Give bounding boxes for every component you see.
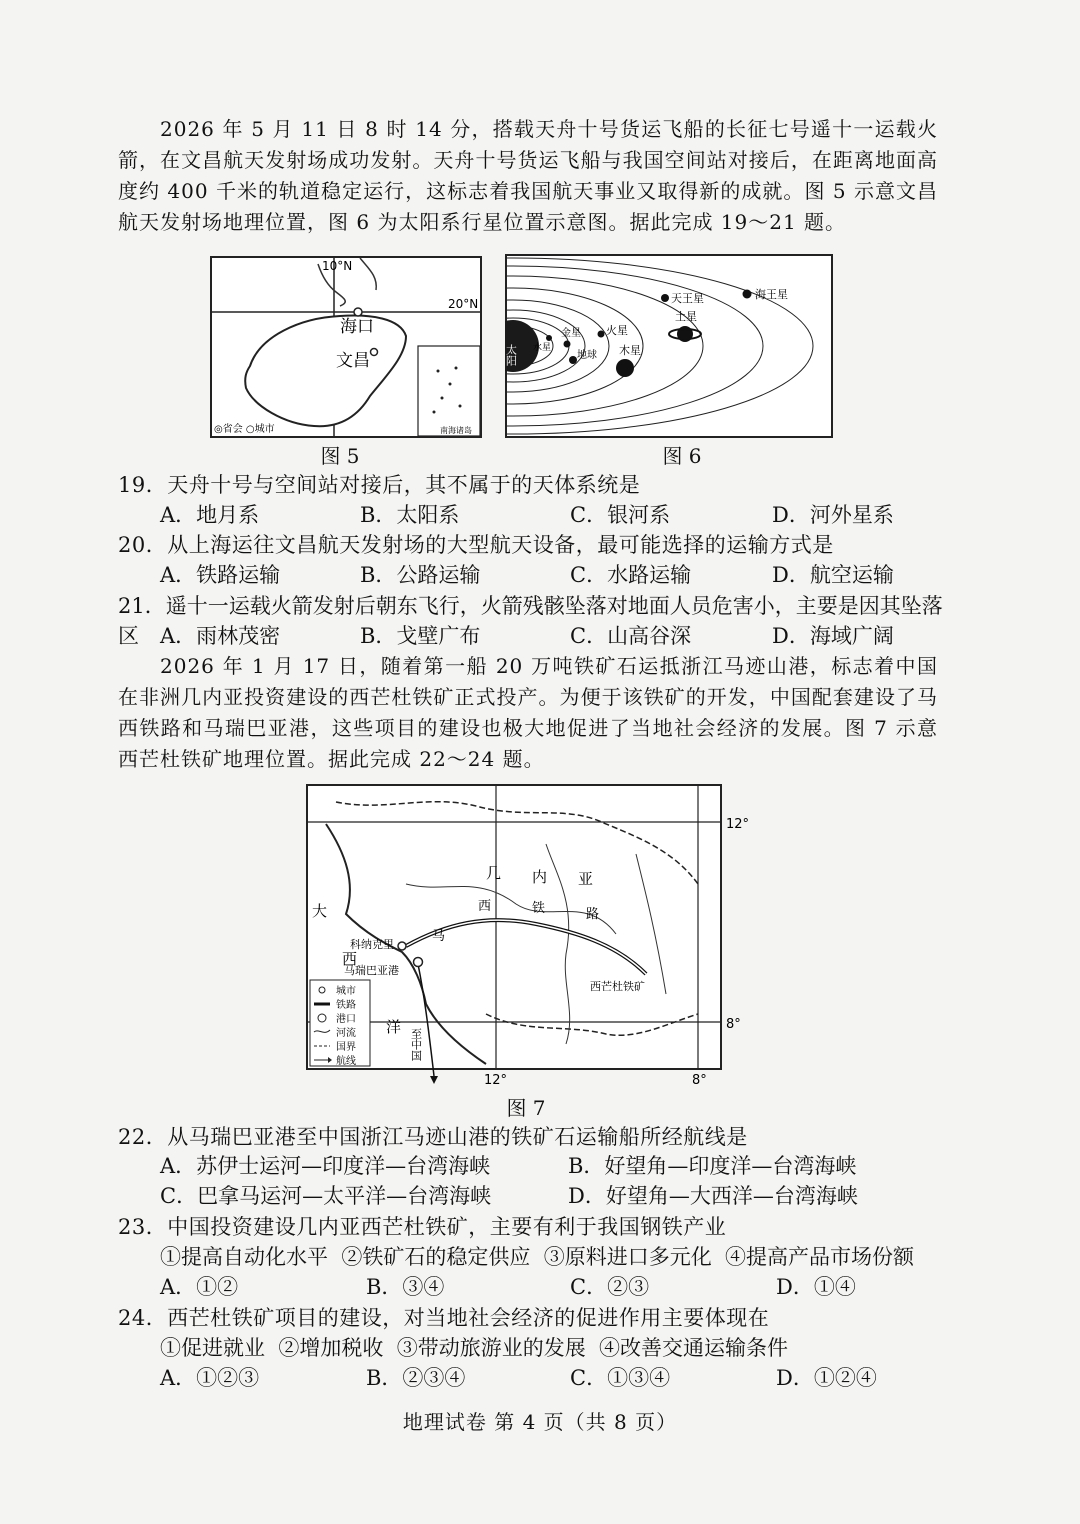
q23-option-c: C．②③ [570, 1275, 650, 1299]
q24-items-text: ①促进就业 ②增加税收 ③带动旅游业的发展 ④改善交通运输条件 [160, 1336, 789, 1360]
figure-6-caption: 图 6 [662, 444, 702, 468]
q19-option-a: A．地月系 [160, 503, 260, 527]
question-21-stem: 21．遥十一运载火箭发射后朝东飞行，火箭残骸坠落对地面人员危害小，主要是因其坠落区 [118, 594, 943, 648]
q19-option-c: C．银河系 [570, 503, 671, 527]
q24-option-d: D．①②④ [776, 1366, 877, 1390]
q20-option-a: A．铁路运输 [160, 563, 281, 587]
question-21-options [160, 621, 920, 651]
ocean-char-1: 大 [312, 902, 328, 920]
mine-label: 西芒杜铁矿 [590, 980, 645, 993]
legend-border: 国界 [336, 1042, 356, 1053]
country-char-2: 内 [532, 868, 548, 886]
page-footer: 地理试卷 第 4 页（共 8 页） [402, 1410, 678, 1434]
question-24-options [160, 1363, 920, 1393]
wenchang-label: 文昌 [336, 351, 370, 371]
q20-option-d: D．航空运输 [772, 563, 894, 587]
q24-option-c: C．①③④ [570, 1366, 671, 1390]
q21-option-d: D．海域广阔 [772, 624, 894, 648]
legend-route: 航线 [336, 1056, 356, 1067]
legend-river: 河流 [336, 1028, 356, 1039]
earth-label: 地球 [577, 350, 597, 361]
q21-option-c: C．山高谷深 [570, 624, 692, 648]
lat-20-label: 20°N [448, 297, 479, 311]
fig5-legend: ◎省会 ○城市 [214, 424, 275, 435]
q23-items-text: ①提高自动化水平 ②铁矿石的稳定供应 ③原料进口多元化 ④提高产品市场份额 [160, 1245, 915, 1269]
uranus-label: 天王星 [671, 292, 704, 305]
wenchang-marker [371, 349, 378, 356]
figure-5-caption: 图 5 [320, 444, 360, 468]
venus-label: 金星 [561, 328, 581, 339]
question-19-options [160, 500, 920, 530]
question-20-options [160, 560, 920, 590]
question-22-options-row1 [160, 1151, 920, 1181]
ocean-char-3: 洋 [386, 1018, 402, 1036]
saturn-label: 土星 [675, 310, 697, 323]
neptune-dot [743, 290, 752, 299]
port-label: 马瑞巴亚港 [344, 964, 399, 977]
q24-option-b: B．②③④ [366, 1366, 466, 1390]
fig7-legend [310, 980, 370, 1067]
figure-7-caption: 图 7 [506, 1096, 546, 1120]
figure-6-solar-system [505, 254, 833, 438]
ocean-char-2: 西 [342, 950, 358, 968]
mars-dot [598, 331, 605, 338]
legend-port: 港口 [336, 1014, 356, 1025]
lat-8-label: 8° [726, 1017, 741, 1032]
intro-paragraph-1: 2026 年 5 月 11 日 8 时 14 分，搭载天舟十号货运飞船的长征七号遥十一运载火箭，在文昌航天发射场成功发射。天舟十号货运飞船与我国空间站对接后，在距离地面高度约 400 千米的轨道稳定运行，这标志着我国航天事业又取得新的成就。图 5 示意文昌航天发射场地理位置，图 6 为太阳系行星位置示意图。据此完成 19～21 题。 [118, 117, 938, 234]
q22-option-b: B．好望角—印度洋—台湾海峡 [568, 1154, 857, 1178]
question-20-stem: 20．从上海运往文昌航天发射场的大型航天设备，最可能选择的运输方式是 [118, 533, 834, 557]
intro-paragraph-2: 2026 年 1 月 17 日，随着第一船 20 万吨铁矿石运抵浙江马迹山港，标志着中国在非洲几内亚投资建设的西芒杜铁矿正式投产。为便于该铁矿的开发，中国配套建设了马西铁路和马瑞巴亚港，这些项目的建设也极大地促进了当地社会经济的发展。图 7 示意西芒杜铁矿地理位置。据此完成 22～24 题。 [118, 654, 938, 771]
question-22-options-row2 [160, 1181, 920, 1211]
q20-option-c: C．水路运输 [570, 563, 692, 587]
q23-option-a: A．①② [160, 1275, 239, 1299]
question-23-items [160, 1242, 940, 1272]
question-24-stem: 24．西芒杜铁矿项目的建设，对当地社会经济的促进作用主要体现在 [118, 1306, 770, 1330]
country-char-1: 几 [486, 864, 502, 882]
question-23-stem: 23．中国投资建设几内亚西芒杜铁矿，主要有利于我国钢铁产业 [118, 1215, 727, 1239]
lat-10-label: 10°N [322, 259, 353, 273]
mercury-dot [546, 335, 552, 341]
railway-char-4: 路 [586, 907, 600, 922]
q23-option-b: B．③④ [366, 1275, 445, 1299]
q22-option-c: C．巴拿马运河—太平洋—台湾海峡 [160, 1184, 492, 1208]
legend-railway: 铁路 [336, 1000, 356, 1011]
q21-option-b: B．戈壁广布 [360, 624, 481, 648]
mercury-label: 水星 [533, 343, 552, 353]
question-22-stem: 22．从马瑞巴亚港至中国浙江马迹山港的铁矿石运输船所经航线是 [118, 1125, 748, 1149]
uranus-dot [661, 294, 669, 302]
legend-city: 城市 [336, 986, 356, 997]
q23-option-d: D．①④ [776, 1275, 856, 1299]
inset-label: 南海诸岛 [440, 426, 472, 435]
q24-option-a: A．①②③ [160, 1366, 260, 1390]
question-24-items [160, 1333, 940, 1363]
conakry-marker [398, 942, 406, 950]
figure-5-map [210, 256, 482, 438]
jupiter-label: 木星 [619, 344, 641, 357]
q19-option-d: D．河外星系 [772, 503, 894, 527]
lat-12-label: 12° [726, 817, 750, 832]
q22-option-d: D．好望角—大西洋—台湾海峡 [568, 1184, 858, 1208]
lon-8-label: 8° [692, 1073, 707, 1088]
railway-char-3: 铁 [532, 901, 546, 916]
railway-char-1: 马 [432, 929, 446, 944]
railway-char-2: 西 [478, 899, 492, 914]
route-label: 至中国 [409, 1028, 423, 1061]
q22-option-a: A．苏伊士运河—印度洋—台湾海峡 [160, 1154, 491, 1178]
country-char-3: 亚 [578, 870, 594, 888]
neptune-label: 海王星 [755, 288, 788, 301]
jupiter-dot [616, 359, 634, 377]
figure-7-map [306, 784, 766, 1090]
haikou-marker [354, 308, 362, 316]
haikou-label: 海口 [340, 317, 374, 337]
question-19-stem: 19．天舟十号与空间站对接后，其不属于的天体系统是 [118, 473, 641, 497]
conakry-label: 科纳克里 [350, 938, 394, 951]
port-marker [414, 958, 423, 967]
lon-12-label: 12° [484, 1073, 508, 1088]
earth-dot [569, 356, 577, 364]
q19-option-b: B．太阳系 [360, 503, 460, 527]
mars-label: 火星 [606, 324, 628, 337]
q21-option-a: A．雨林茂密 [160, 624, 281, 648]
venus-dot [564, 341, 571, 348]
sun-label: 太阳 [505, 344, 518, 366]
question-23-options [160, 1272, 920, 1302]
q20-option-b: B．公路运输 [360, 563, 481, 587]
